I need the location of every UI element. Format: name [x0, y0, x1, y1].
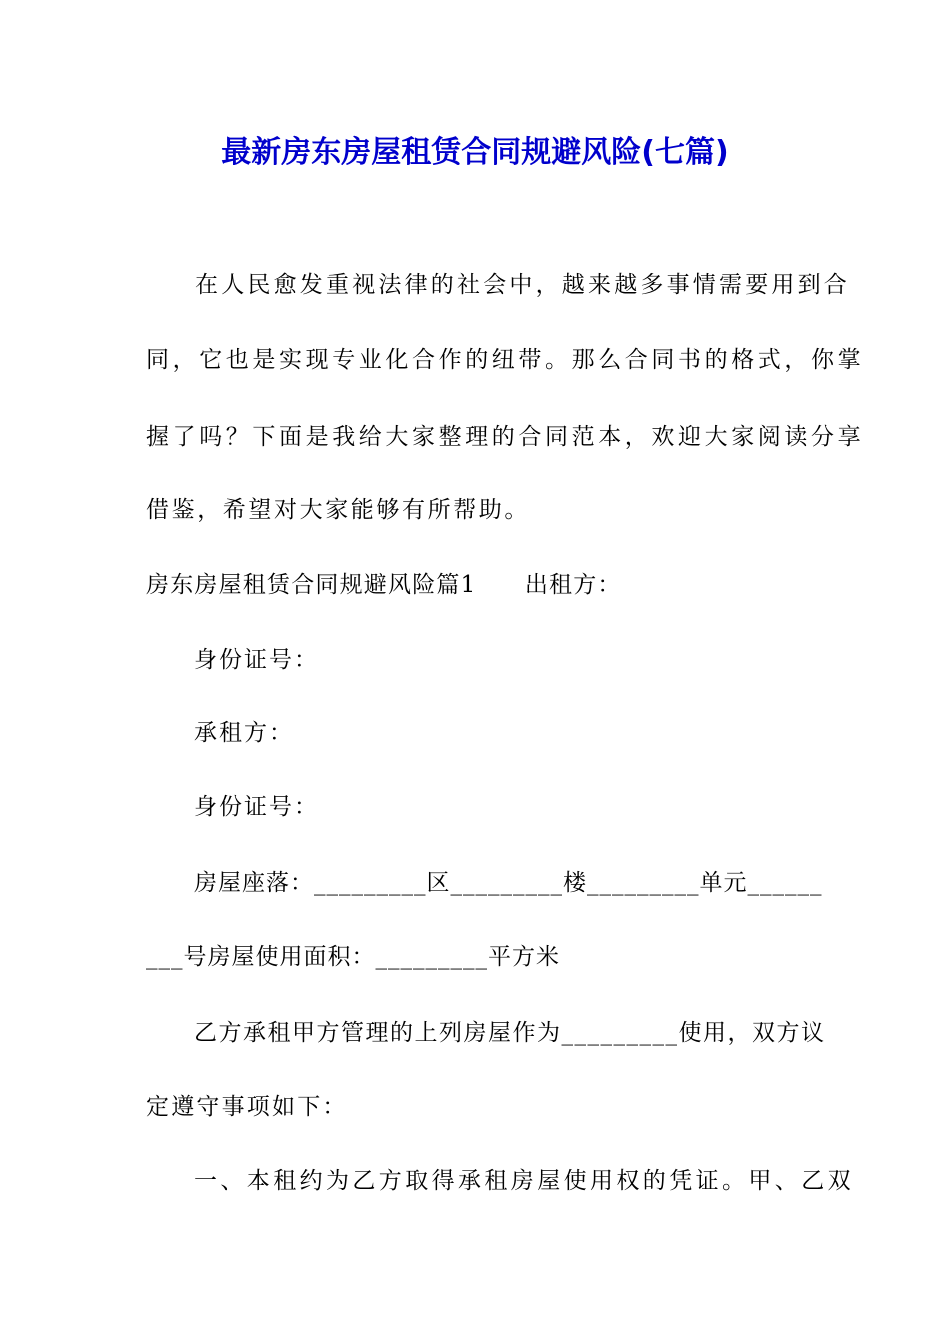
paragraph-line: 握了吗？下面是我给大家整理的合同范本，欢迎大家阅读分享	[146, 424, 865, 450]
paragraph-line: 乙方承租甲方管理的上列房屋作为_________使用，双方议	[194, 1020, 826, 1046]
lessee-field: 承租方：	[194, 720, 294, 746]
section-heading-line: 房东房屋租赁合同规避风险篇1 出租方：	[146, 572, 622, 598]
id-number-field-lessee: 身份证号：	[194, 794, 319, 820]
document-title: 最新房东房屋租赁合同规避风险(七篇)	[221, 135, 729, 170]
id-number-field-lessor: 身份证号：	[194, 647, 319, 673]
paragraph-line: 定遵守事项如下：	[146, 1094, 348, 1120]
paragraph-line: 在人民愈发重视法律的社会中，越来越多事情需要用到合	[195, 272, 850, 298]
paragraph-line: 同，它也是实现专业化合作的纽带。那么合同书的格式，你掌	[146, 347, 865, 373]
paragraph-line: 借鉴，希望对大家能够有所帮助。	[146, 497, 530, 523]
clause-line: 一、本租约为乙方取得承租房屋使用权的凭证。甲、乙双	[194, 1168, 854, 1194]
property-location-line: 房屋座落：_________区_________楼_________单元______	[194, 870, 823, 896]
property-area-line: ___号房屋使用面积：_________平方米	[146, 944, 560, 970]
